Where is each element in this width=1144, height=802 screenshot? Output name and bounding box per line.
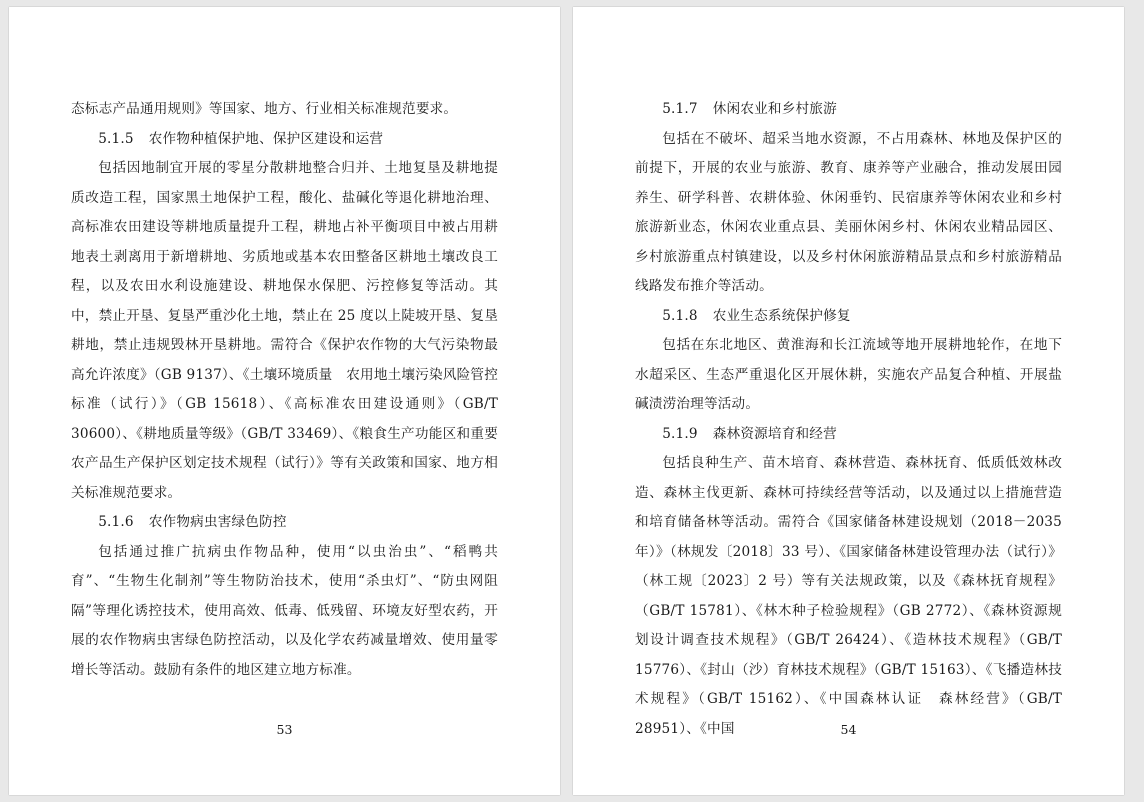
section-heading	[71, 508, 498, 538]
document-page-53	[9, 7, 560, 795]
section-heading	[635, 95, 1062, 125]
section-number: 5.1.6	[98, 514, 134, 530]
section-number: 5.1.8	[662, 307, 698, 324]
page-content	[573, 7, 1124, 744]
page-content	[9, 7, 560, 685]
document-page-54	[573, 7, 1124, 795]
section-title: 农作物种植保护地、保护区建设和运营	[148, 130, 384, 147]
paragraph: 包括在不破坏、超采当地水资源，不占用森林、林地及保护区的前提下，开展的农业与旅游、教育、康养等产业融合，推动发展田园养生、研学科普、农耕体验、休闲垂钓、民宿康养等休闲农业和乡村旅游新业态，休闲农业重点县、美丽休闲乡村、休闲农业精品园区、乡村旅游重点村镇建设，以及乡村休闲旅游精品景点和乡村旅游精品线路发布推介等活动。	[635, 130, 1062, 294]
page-number: 53	[276, 722, 293, 737]
paragraph: 态标志产品通用规则》等国家、地方、行业相关标准规范要求。	[71, 101, 458, 117]
paragraph: 包括通过推广抗病虫作物品种，使用“以虫治虫”、“稻鸭共育”、“生物生化制剂”等生物防治技术，使用“杀虫灯”、“防虫网阻隔”等理化诱控技术，使用高效、低毒、低残留、环境友好型农药，开展的农作物病虫害绿色防控活动，以及化学农药减量增效、使用量零增长等活动。鼓励有条件的地区建立地方标准。	[71, 543, 498, 678]
section-heading	[71, 125, 498, 155]
section-title: 农业生态系统保护修复	[712, 307, 851, 324]
paragraph: 包括因地制宜开展的零星分散耕地整合归并、土地复垦及耕地提质改造工程，国家黑土地保护工程，酸化、盐碱化等退化耕地治理、高标准农田建设等耕地质量提升工程，耕地占补平衡项目中被占用耕地表土剥离用于新增耕地、劣质地或基本农田整备区耕地土壤改良工程，以及农田水利设施建设、耕地保水保肥、污控修复等活动。其中，禁止开垦、复垦严重沙化土地，禁止在 25 度以上陡坡开垦、复垦耕地，禁止违规毁林开垦耕地。需符合《保护农作物的大气污染物最高允许浓度》（GB 9137）、《土壤环境质量 农用地土壤污染风险管控标准（试行）》（GB 15618）、《高标准农田建设通则》（GB/T 30600）、《耕地质量等级》（GB/T 33469）、《粮食生产功能区和重要农产品生产保护区划定技术规程（试行）》等有关政策和国家、地方相关标准规范要求。	[71, 160, 498, 501]
section-heading	[635, 302, 1062, 332]
section-number: 5.1.5	[98, 130, 134, 147]
page-number: 54	[840, 722, 857, 737]
section-number: 5.1.7	[662, 101, 698, 117]
section-title: 农作物病虫害绿色防控	[148, 514, 287, 530]
section-title: 休闲农业和乡村旅游	[712, 101, 837, 117]
paragraph: 包括在东北地区、黄淮海和长江流域等地开展耕地轮作，在地下水超采区、生态严重退化区开展休耕，实施农产品复合种植、开展盐碱渍涝治理等活动。	[635, 337, 1062, 412]
paragraph: 包括良种生产、苗木培育、森林营造、森林抚育、低质低效林改造、森林主伐更新、森林可持续经营等活动，以及通过以上措施营造和培育储备林等活动。需符合《国家储备林建设规划（2018－2035 年）》（林规发〔2018〕33 号）、《国家储备林建设管理办法（试行）》（林工规〔2023〕2 号）等有关法规政策，以及《森林抚育规程》（GB/T 15781）、《林木种子检验规程》（GB 2772）、《森林资源规划设计调查技术规程》（GB/T 26424）、《造林技术规程》（GB/T 15776）、《封山（沙）育林技术规程》（GB/T 15163）、《飞播造林技术规程》（GB/T 15162）、《中国森林认证 森林经营》（GB/T 28951）、《中国	[635, 455, 1062, 737]
section-number: 5.1.9	[662, 425, 698, 442]
section-heading	[635, 420, 1062, 450]
section-title: 森林资源培育和经营	[712, 425, 837, 442]
